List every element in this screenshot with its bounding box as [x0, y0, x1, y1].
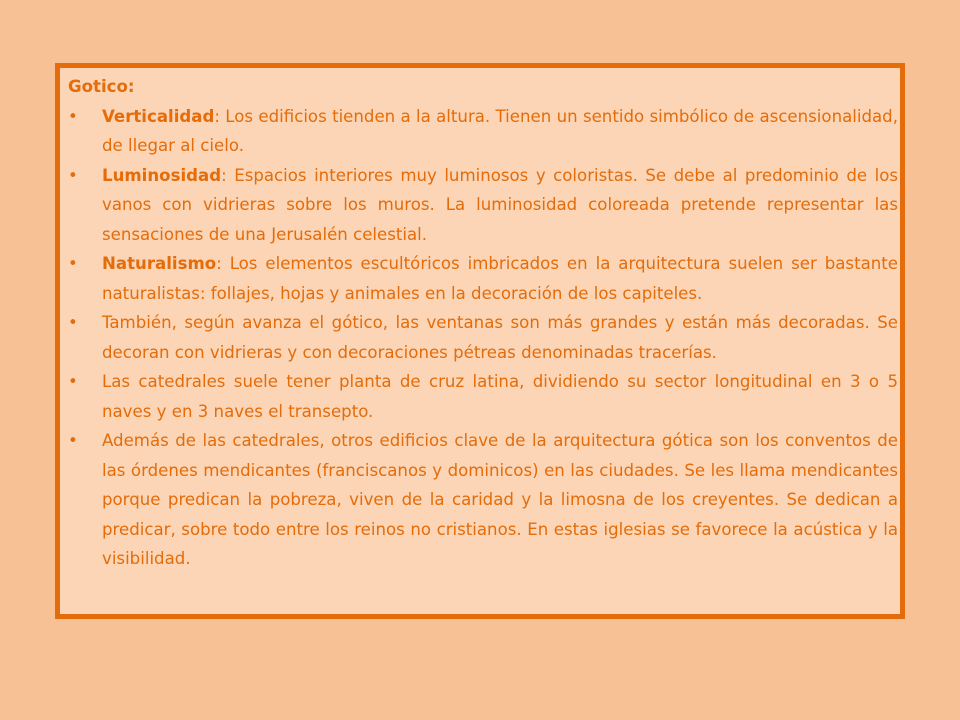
bullet-icon: •	[68, 165, 78, 185]
bullet-item-verticalidad	[68, 102, 898, 161]
slide-heading: Gotico:	[68, 77, 135, 96]
bullet-text: : Espacios interiores muy luminosos y coloristas. Se debe al predominio de los vanos con vidrieras sobre los muros. La luminosidad coloreada pretende representar las sensaciones de una Jerusalén celestial.	[102, 165, 898, 244]
bullet-text: Las catedrales suele tener planta de cruz latina, dividiendo su sector longitudinal en 3 o 5 naves y en 3 naves el transepto.	[102, 372, 898, 421]
bullet-item-conventos	[68, 426, 898, 574]
bullet-term: Naturalismo	[102, 254, 217, 273]
bullet-icon: •	[68, 431, 78, 450]
bullet-icon: •	[68, 313, 78, 332]
bullet-text: : Los edificios tienden a la altura. Tienen un sentido simbólico de ascensionalidad, de llegar al cielo.	[102, 106, 898, 155]
bullet-text: : Los elementos escultóricos imbricados en la arquitectura suelen ser bastante naturalistas: follajes, hojas y animales en la decoración de los capiteles.	[102, 254, 898, 303]
bullet-term: Luminosidad	[102, 165, 222, 185]
bullet-icon: •	[68, 372, 78, 391]
bullet-item-naturalismo	[68, 249, 898, 308]
bullet-text: También, según avanza el gótico, las ventanas son más grandes y están más decoradas. Se decoran con vidrieras y con decoraciones pétreas denominadas tracerías.	[102, 313, 898, 362]
bullet-list	[68, 102, 898, 574]
bullet-item-ventanas	[68, 308, 898, 367]
content-box	[55, 63, 905, 619]
content-text	[68, 72, 898, 574]
bullet-item-luminosidad	[68, 161, 898, 250]
bullet-item-catedrales	[68, 367, 898, 426]
bullet-icon: •	[68, 106, 78, 126]
bullet-text: Además de las catedrales, otros edificios clave de la arquitectura gótica son los conventos de las órdenes mendicantes (franciscanos y dominicos) en las ciudades. Se les llama mendicantes porque predican la pobreza, viven de la caridad y la limosna de los creyentes. Se dedican a predicar, sobre todo entre los reinos no cristianos. En estas iglesias se favorece la acústica y la visibilidad.	[102, 431, 898, 568]
bullet-icon: •	[68, 254, 78, 273]
bullet-term: Verticalidad	[102, 106, 215, 126]
